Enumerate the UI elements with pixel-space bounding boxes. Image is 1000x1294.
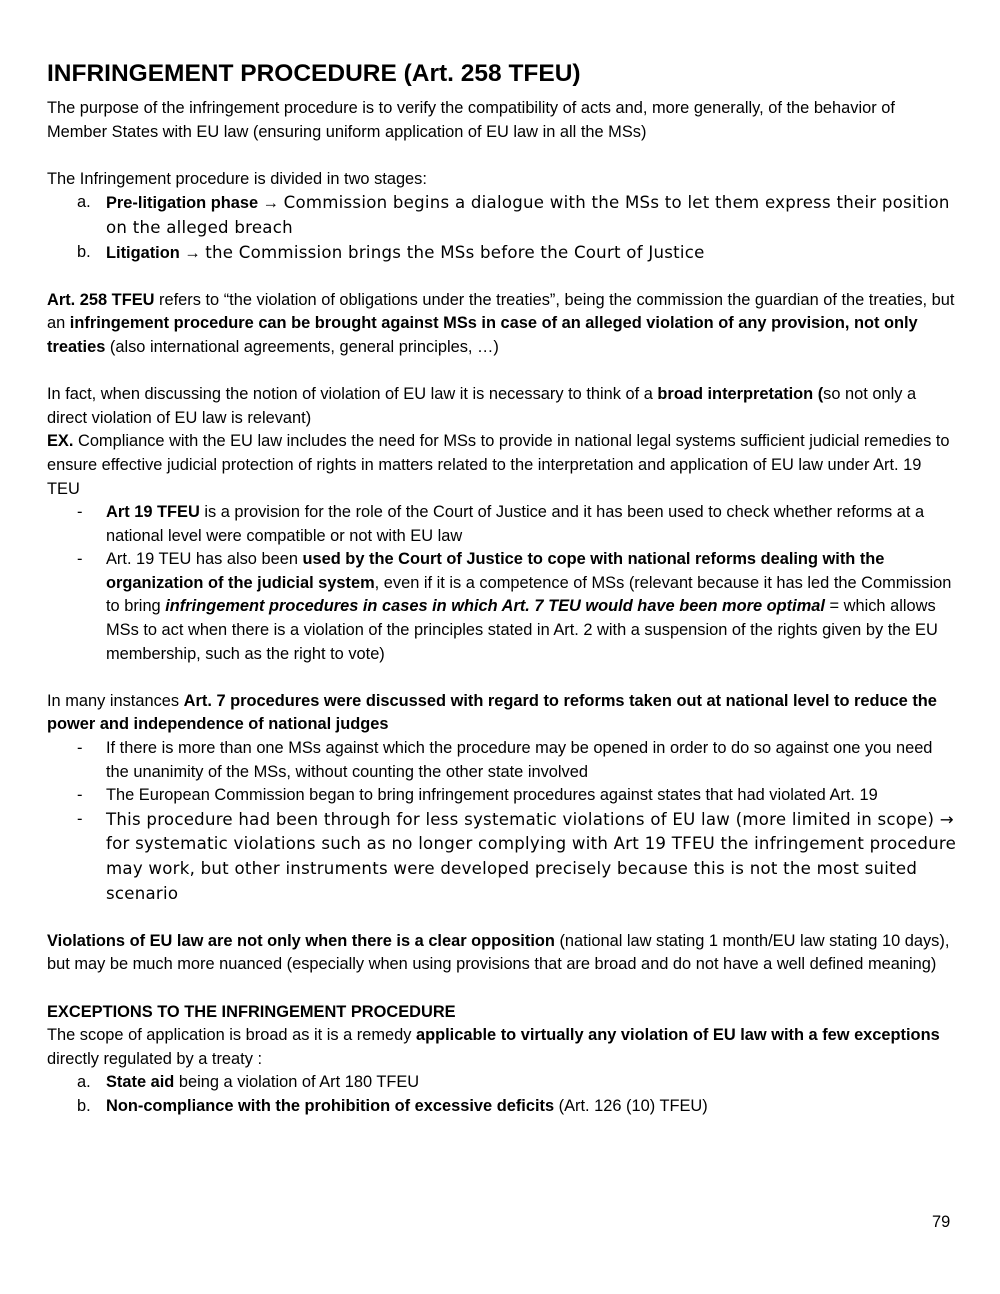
paragraph-text: (also international agreements, general principles, …) — [105, 337, 499, 356]
spacer — [47, 906, 957, 930]
art7-paragraph — [47, 690, 957, 737]
paragraph-text: being a violation of Art 180 TFEU — [174, 1073, 420, 1092]
paragraph-text: = which allows MSs to act when there is a violation of the principles stated in Art. 2 with a suspension of the rights given by the EU membership, such as the right to vote) — [106, 597, 938, 663]
list-marker: - — [77, 809, 83, 828]
list-marker: - — [77, 786, 83, 805]
page-number: 79 — [932, 1213, 951, 1231]
spacer — [47, 360, 957, 384]
paragraph-text: In many instances — [47, 691, 184, 710]
emphasis-text: used by the Court of Justice to cope with national reforms dealing with the organization of the judicial system — [106, 550, 885, 592]
paragraph-text: , even if it is a competence of MSs (relevant because it has led the Commission to bring — [106, 573, 952, 616]
list-item — [47, 501, 957, 548]
page-title: INFRINGEMENT PROCEDURE (Art. 258 TFEU) — [47, 60, 581, 87]
list-marker: b. — [77, 1096, 91, 1115]
list-marker: a. — [77, 193, 91, 212]
example-paragraph — [47, 430, 957, 501]
list-marker: - — [77, 550, 83, 569]
paragraph-text: is a provision for the role of the Court of Justice and it has been used to check whether reforms at a national level were compatible or not with EU law — [106, 503, 925, 545]
emphasis-text: broad interpretation ( — [657, 385, 824, 404]
document-body — [47, 97, 957, 1119]
section-heading — [47, 1001, 957, 1025]
example-label: EX. — [47, 432, 74, 451]
stage-term: Litigation — [106, 243, 180, 262]
stages-list — [47, 191, 957, 265]
paragraph-text: so not only a direct violation of EU law is relevant) — [47, 385, 917, 427]
emphasis-text: State aid — [106, 1073, 175, 1092]
art7-bullet-list — [47, 737, 957, 906]
spacer — [47, 977, 957, 1001]
stage-term: Pre-litigation phase — [106, 194, 259, 213]
spacer — [47, 666, 957, 690]
paragraph-text: In fact, when discussing the notion of violation of EU law it is necessary to think of a — [47, 385, 658, 404]
list-marker: a. — [77, 1073, 91, 1092]
paragraph-text: (Art. 126 (10) TFEU) — [554, 1096, 708, 1115]
paragraph-text: Compliance with the EU law includes the need for MSs to provide in national legal systems sufficient judicial remedies to ensure effective judicial protection of rights in matters related to the interpretation and application of EU law under Art. 19 TEU — [47, 432, 950, 498]
exceptions-heading: EXCEPTIONS TO THE INFRINGEMENT PROCEDURE — [47, 1002, 456, 1021]
exceptions-list — [47, 1071, 957, 1118]
emphasis-text: Violations of EU law are not only when there is a clear opposition — [47, 931, 555, 950]
emphasis-text: Art. 7 procedures were discussed with regard to reforms taken out at national level to reduce the power and independence of national judges — [47, 691, 937, 734]
spacer — [47, 144, 957, 168]
list-item — [47, 1071, 957, 1095]
paragraph-text: (national law stating 1 month/EU law stating 10 days), but may be much more nuanced (especially when using provisions that are broad and do not have a well defined meaning) — [47, 931, 950, 974]
purpose-paragraph: The purpose of the infringement procedure is to verify the compatibility of acts and, more generally, of the behavior of Member States with EU law (ensuring uniform application of EU law in all the MSs) — [47, 99, 895, 141]
paragraph-text: The European Commission began to bring infringement procedures against states that had violated Art. 19 — [106, 786, 878, 805]
list-marker: - — [77, 739, 83, 758]
list-item — [47, 1095, 957, 1119]
emphasis-text: infringement procedure can be brought against MSs in case of an alleged violation of any provision, not only treaties — [47, 314, 918, 356]
list-item — [47, 808, 957, 906]
interpretation-paragraph — [47, 383, 957, 430]
emphasis-text: applicable to virtually any violation of EU law with a few exceptions — [415, 1026, 940, 1045]
arrow-glyph: → — [262, 194, 280, 213]
paragraph-text: directly regulated by a treaty : — [47, 1049, 263, 1068]
violations-paragraph — [47, 930, 957, 977]
paragraph-text: refers to “the violation of obligations under the treaties”, being the commission the guardian of the treaties, but an — [47, 290, 955, 333]
example-bullet-list — [47, 501, 957, 666]
list-marker: - — [77, 503, 83, 522]
emphasis-italic-text: infringement procedures in cases in which Art. 7 TEU would have been more optimal — [165, 597, 825, 616]
exceptions-paragraph — [47, 1024, 957, 1071]
list-item — [47, 191, 957, 240]
spacer — [47, 265, 957, 289]
paragraph-text: Art. 19 TEU has also been — [106, 550, 303, 569]
stage-description: the Commission brings the MSs before the Court of Justice — [205, 242, 705, 262]
paragraph-text: If there is more than one MSs against which the procedure may be opened in order to do so against one you need the unanimity of the MSs, without counting the other state involved — [106, 739, 933, 781]
stages-lead: The Infringement procedure is divided in two stages: — [47, 169, 427, 188]
list-marker: b. — [77, 242, 91, 261]
paragraph-text: This procedure had been through for less systematic violations of EU law (more limited in scope) → for systematic violations such as no longer complying with Art 19 TFEU the infringement procedure may work, but other instruments were developed precisely because this is not the most suited scenario — [106, 809, 957, 903]
list-item — [47, 241, 957, 266]
emphasis-text: Non-compliance with the prohibition of excessive deficits — [106, 1096, 555, 1115]
list-item — [47, 784, 957, 808]
list-item — [47, 737, 957, 784]
emphasis-text: Art 19 TFEU — [106, 503, 200, 522]
art258-paragraph — [47, 289, 957, 360]
paragraph-text: The scope of application is broad as it is a remedy — [47, 1026, 416, 1045]
article-reference: Art. 258 TFEU — [47, 290, 155, 309]
stage-description: Commission begins a dialogue with the MSs to let them express their position on the alleged breach — [106, 193, 950, 237]
arrow-glyph: → — [184, 243, 201, 262]
list-item — [47, 548, 957, 666]
